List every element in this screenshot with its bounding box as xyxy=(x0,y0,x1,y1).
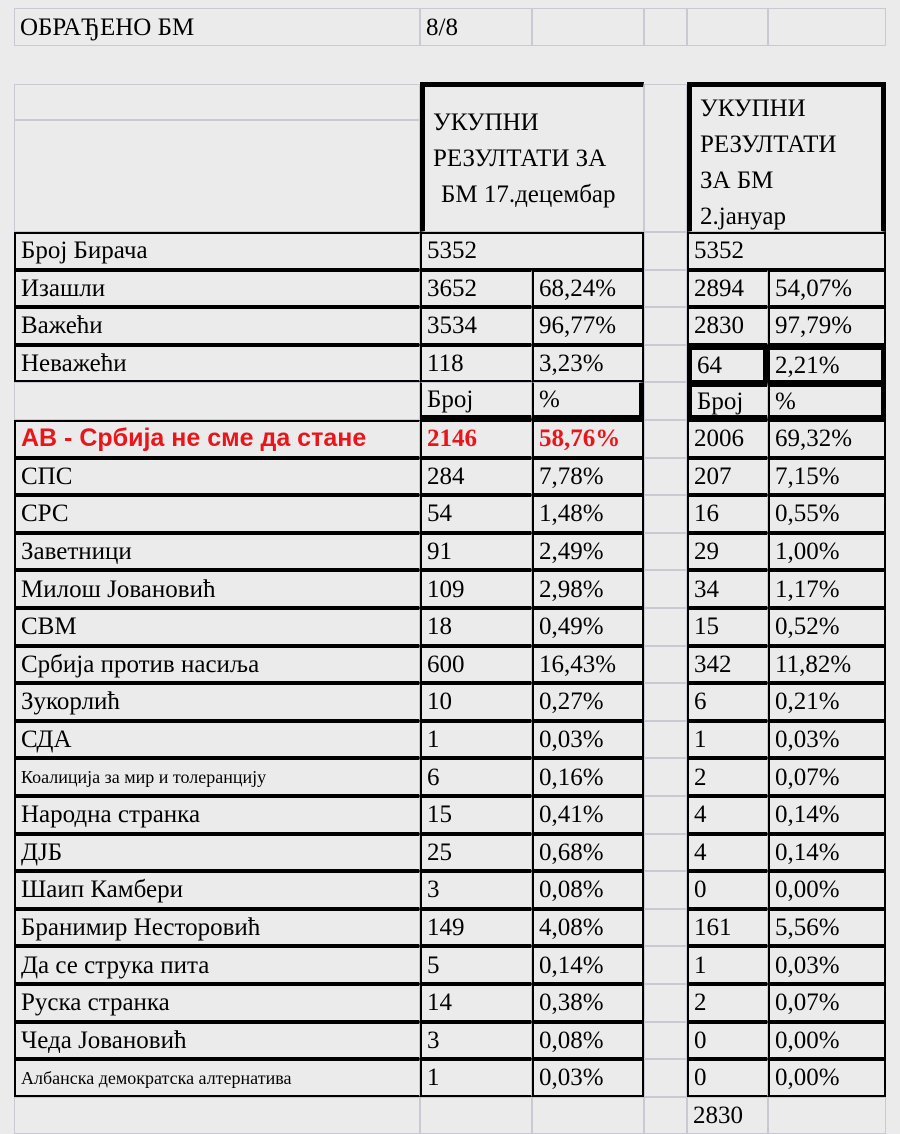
column-header-count: Број xyxy=(420,382,532,420)
january-percent: 0,00% xyxy=(768,1022,886,1060)
january-percent: 54,07% xyxy=(768,270,886,308)
empty-cell xyxy=(644,495,687,533)
january-count: 15 xyxy=(687,608,768,646)
empty-cell xyxy=(14,382,420,420)
january-count: 16 xyxy=(687,495,768,533)
january-percent: 0,55% xyxy=(768,495,886,533)
empty-cell xyxy=(768,1097,886,1134)
january-percent: 1,17% xyxy=(768,570,886,608)
december-count: 600 xyxy=(420,646,532,684)
december-count: 1 xyxy=(420,1059,532,1097)
january-count: 1 xyxy=(687,946,768,984)
december-percent: 0,27% xyxy=(532,683,644,721)
december-percent: 3,23% xyxy=(532,345,644,383)
december-percent: 96,77% xyxy=(532,307,644,345)
header-january-line: РЕЗУЛТАТИ xyxy=(700,131,837,158)
turnout-label: Изашли xyxy=(14,270,420,308)
january-count: 4 xyxy=(687,834,768,872)
processed-value: 8/8 xyxy=(420,8,532,46)
header-january-line: ЗА БМ xyxy=(700,167,774,194)
party-name: Народна странка xyxy=(14,796,420,834)
empty-cell xyxy=(644,270,687,308)
party-name: Коалиција за мир и толеранцију xyxy=(14,758,420,796)
december-count: 25 xyxy=(420,834,532,872)
empty-cell xyxy=(644,84,687,232)
party-name: СВМ xyxy=(14,608,420,646)
december-count: 54 xyxy=(420,495,532,533)
january-count: 4 xyxy=(687,796,768,834)
december-percent: 0,03% xyxy=(532,1059,644,1097)
header-december-line: УКУПНИ xyxy=(433,109,539,136)
empty-cell xyxy=(644,683,687,721)
empty-cell xyxy=(644,796,687,834)
party-name: СДА xyxy=(14,721,420,759)
january-count: 29 xyxy=(687,533,768,571)
empty-cell xyxy=(644,1097,687,1134)
empty-cell xyxy=(14,1097,420,1134)
december-count: 5 xyxy=(420,946,532,984)
january-percent: 0,14% xyxy=(768,834,886,872)
empty-cell xyxy=(644,758,687,796)
january-count: 342 xyxy=(687,646,768,684)
empty-cell xyxy=(768,8,886,46)
empty-cell xyxy=(644,533,687,571)
processed-label: ОБРАЂЕНО БМ xyxy=(14,8,420,46)
december-count: 6 xyxy=(420,758,532,796)
empty-cell xyxy=(644,608,687,646)
december-percent: 16,43% xyxy=(532,646,644,684)
january-count: 2894 xyxy=(687,270,768,308)
december-count: 3 xyxy=(420,1022,532,1060)
empty-cell xyxy=(644,570,687,608)
december-count: 3 xyxy=(420,871,532,909)
voters-december: 5352 xyxy=(420,232,644,270)
december-count: 91 xyxy=(420,533,532,571)
empty-cell xyxy=(644,8,687,46)
header-december-line: РЕЗУЛТАТИ ЗА xyxy=(433,145,607,172)
voters-january: 5352 xyxy=(687,232,886,270)
party-name: Србија против насиља xyxy=(14,646,420,684)
empty-cell xyxy=(14,84,420,120)
january-count: 161 xyxy=(687,909,768,947)
january-percent: 0,03% xyxy=(768,721,886,759)
party-name: АВ - Србија не сме да стане xyxy=(14,420,420,458)
empty-cell xyxy=(644,382,687,420)
january-count: 0 xyxy=(687,1022,768,1060)
december-count: 1 xyxy=(420,721,532,759)
january-percent: 0,14% xyxy=(768,796,886,834)
empty-cell xyxy=(644,345,687,383)
party-name: СПС xyxy=(14,458,420,496)
december-percent: 0,68% xyxy=(532,834,644,872)
empty-cell xyxy=(644,946,687,984)
january-percent: 0,03% xyxy=(768,946,886,984)
header-january-line: УКУПНИ xyxy=(700,95,806,122)
empty-cell xyxy=(532,1097,644,1134)
december-count: 10 xyxy=(420,683,532,721)
december-percent: 0,49% xyxy=(532,608,644,646)
party-name: ДЈБ xyxy=(14,834,420,872)
january-count: 0 xyxy=(687,871,768,909)
empty-cell xyxy=(644,984,687,1022)
december-percent: 2,49% xyxy=(532,533,644,571)
party-name: Албанска демократска алтернатива xyxy=(14,1059,420,1097)
party-name: Заветници xyxy=(14,533,420,571)
party-name: Чеда Јовановић xyxy=(14,1022,420,1060)
empty-cell xyxy=(532,8,644,46)
party-name: Бранимир Несторовић xyxy=(14,909,420,947)
december-count: 2146 xyxy=(420,420,532,458)
december-percent: 0,03% xyxy=(532,721,644,759)
january-percent: 0,00% xyxy=(768,1059,886,1097)
january-percent: 2,21% xyxy=(768,345,886,383)
january-percent: 97,79% xyxy=(768,307,886,345)
december-percent: 58,76% xyxy=(532,420,644,458)
header-january xyxy=(687,82,886,232)
january-count: 0 xyxy=(687,1059,768,1097)
january-count: 2 xyxy=(687,984,768,1022)
january-percent: 0,00% xyxy=(768,871,886,909)
january-percent: 1,00% xyxy=(768,533,886,571)
december-count: 3534 xyxy=(420,307,532,345)
december-count: 3652 xyxy=(420,270,532,308)
january-percent: 69,32% xyxy=(768,420,886,458)
january-count: 2006 xyxy=(687,420,768,458)
empty-cell xyxy=(644,871,687,909)
december-percent: 0,14% xyxy=(532,946,644,984)
header-december-line: БМ 17.децембар xyxy=(441,181,616,208)
january-count: 207 xyxy=(687,458,768,496)
empty-cell xyxy=(644,307,687,345)
empty-cell xyxy=(644,646,687,684)
december-percent: 0,16% xyxy=(532,758,644,796)
empty-cell xyxy=(644,1022,687,1060)
january-percent: 0,07% xyxy=(768,758,886,796)
january-percent: 0,07% xyxy=(768,984,886,1022)
january-count: 2830 xyxy=(687,307,768,345)
empty-cell xyxy=(420,1097,532,1134)
party-name: СРС xyxy=(14,495,420,533)
december-percent: 0,08% xyxy=(532,1022,644,1060)
december-count: 14 xyxy=(420,984,532,1022)
december-count: 18 xyxy=(420,608,532,646)
empty-cell xyxy=(644,909,687,947)
january-percent: 0,52% xyxy=(768,608,886,646)
december-percent: 0,38% xyxy=(532,984,644,1022)
empty-cell xyxy=(644,232,687,270)
december-percent: 7,78% xyxy=(532,458,644,496)
january-count: 2 xyxy=(687,758,768,796)
column-header-percent: % xyxy=(768,382,886,420)
december-count: 149 xyxy=(420,909,532,947)
january-count: 1 xyxy=(687,721,768,759)
january-percent: 0,21% xyxy=(768,683,886,721)
january-count: 64 xyxy=(687,345,768,383)
empty-cell xyxy=(644,834,687,872)
column-header-count: Број xyxy=(687,382,768,420)
turnout-label: Неважећи xyxy=(14,345,420,383)
party-name: Шаип Камбери xyxy=(14,871,420,909)
party-name: Руска странка xyxy=(14,984,420,1022)
empty-cell xyxy=(644,420,687,458)
header-january-line: 2.јануар xyxy=(700,203,786,230)
december-percent: 2,98% xyxy=(532,570,644,608)
january-percent: 5,56% xyxy=(768,909,886,947)
december-count: 284 xyxy=(420,458,532,496)
party-name: Зукорлић xyxy=(14,683,420,721)
january-percent: 7,15% xyxy=(768,458,886,496)
empty-cell xyxy=(687,8,768,46)
december-percent: 0,08% xyxy=(532,871,644,909)
voters-label: Број Бирача xyxy=(14,232,420,270)
empty-cell xyxy=(644,458,687,496)
december-percent: 1,48% xyxy=(532,495,644,533)
party-name: Милош Јовановић xyxy=(14,570,420,608)
december-percent: 68,24% xyxy=(532,270,644,308)
january-percent: 11,82% xyxy=(768,646,886,684)
column-header-percent: % xyxy=(532,382,644,420)
empty-cell xyxy=(644,1059,687,1097)
december-count: 118 xyxy=(420,345,532,383)
party-name: Да се струка пита xyxy=(14,946,420,984)
empty-cell xyxy=(14,120,420,232)
january-total: 2830 xyxy=(687,1097,768,1134)
december-percent: 0,41% xyxy=(532,796,644,834)
empty-cell xyxy=(644,721,687,759)
header-december xyxy=(420,82,644,232)
turnout-label: Важећи xyxy=(14,307,420,345)
january-count: 6 xyxy=(687,683,768,721)
december-count: 15 xyxy=(420,796,532,834)
january-count: 34 xyxy=(687,570,768,608)
december-count: 109 xyxy=(420,570,532,608)
december-percent: 4,08% xyxy=(532,909,644,947)
